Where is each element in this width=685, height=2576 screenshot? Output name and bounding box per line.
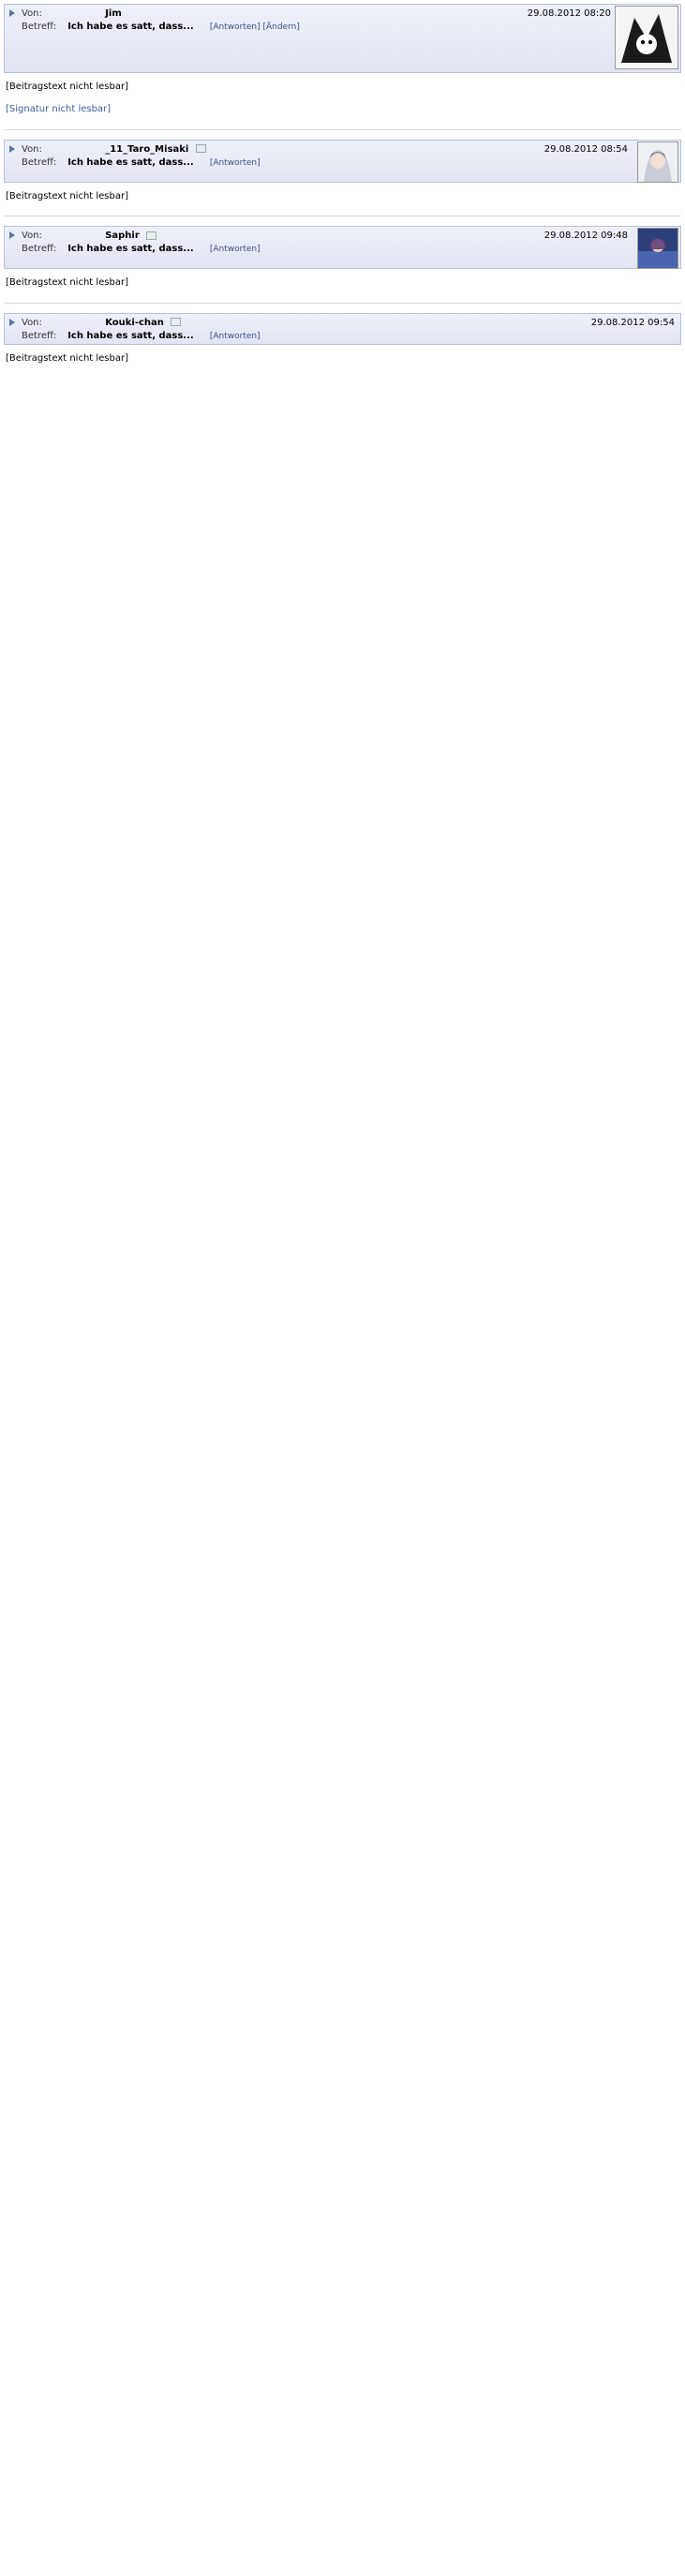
- post: [4, 4, 681, 116]
- post-subject: Ich habe es satt, dass...: [67, 156, 194, 168]
- post: [4, 140, 681, 203]
- divider: [4, 129, 681, 130]
- post-author[interactable]: Jim: [105, 8, 122, 19]
- post-body: [4, 183, 681, 203]
- avatar-image: [638, 142, 678, 182]
- post: [4, 313, 681, 365]
- avatar[interactable]: [637, 141, 678, 183]
- from-label: Von:: [22, 231, 42, 241]
- profile-icon[interactable]: [171, 318, 181, 326]
- avatar-image: [616, 7, 678, 68]
- post-header: [4, 140, 681, 183]
- reply-link[interactable]: [Antworten]: [209, 331, 261, 341]
- arrow-icon: [9, 9, 15, 17]
- post-subject: Ich habe es satt, dass...: [67, 244, 194, 254]
- post-header: [4, 226, 681, 269]
- subject-label: Betreff:: [22, 156, 57, 168]
- post-date: 29.08.2012 08:54: [544, 143, 628, 155]
- from-label: Von:: [22, 317, 42, 328]
- subject-label: Betreff:: [22, 330, 57, 341]
- post-subject: Ich habe es satt, dass...: [67, 330, 194, 341]
- guestbook-page: [0, 0, 685, 385]
- post-text: [Beitragstext nicht lesbar]: [6, 352, 129, 364]
- post-body: [4, 73, 681, 116]
- post-text: [Beitragstext nicht lesbar]: [6, 82, 129, 92]
- post-header: [4, 4, 681, 73]
- post-text: [Beitragstext nicht lesbar]: [6, 190, 129, 201]
- divider: [4, 303, 681, 304]
- arrow-icon: [9, 319, 15, 326]
- profile-icon[interactable]: [146, 231, 156, 240]
- reply-link[interactable]: [Antworten]: [209, 245, 261, 254]
- reply-link[interactable]: [Antworten]: [209, 22, 261, 32]
- post-author[interactable]: _11_Taro_Misaki: [105, 143, 189, 155]
- arrow-icon: [9, 145, 15, 153]
- avatar-image: [638, 229, 678, 268]
- post-author[interactable]: Saphir: [105, 231, 140, 241]
- post-body: [4, 345, 681, 365]
- from-label: Von:: [22, 8, 42, 19]
- post-text: [Beitragstext nicht lesbar]: [6, 277, 129, 288]
- subject-label: Betreff:: [22, 244, 57, 254]
- post: [4, 226, 681, 290]
- signature: [Signatur nicht lesbar]: [6, 103, 112, 114]
- post-date: 29.08.2012 08:20: [527, 8, 611, 19]
- post-date: 29.08.2012 09:54: [590, 317, 675, 328]
- post-date: 29.08.2012 09:48: [544, 231, 628, 241]
- edit-link[interactable]: [Ändern]: [262, 22, 300, 32]
- post-author[interactable]: Kouki-chan: [105, 317, 164, 328]
- avatar[interactable]: [637, 228, 678, 269]
- post-subject: Ich habe es satt, dass...: [67, 22, 194, 32]
- post-header: [4, 313, 681, 345]
- reply-link[interactable]: [Antworten]: [209, 157, 261, 168]
- subject-label: Betreff:: [22, 22, 57, 32]
- post-body: [4, 269, 681, 290]
- arrow-icon: [9, 231, 15, 239]
- profile-icon[interactable]: [196, 144, 206, 153]
- from-label: Von:: [22, 143, 42, 155]
- avatar[interactable]: [615, 6, 678, 69]
